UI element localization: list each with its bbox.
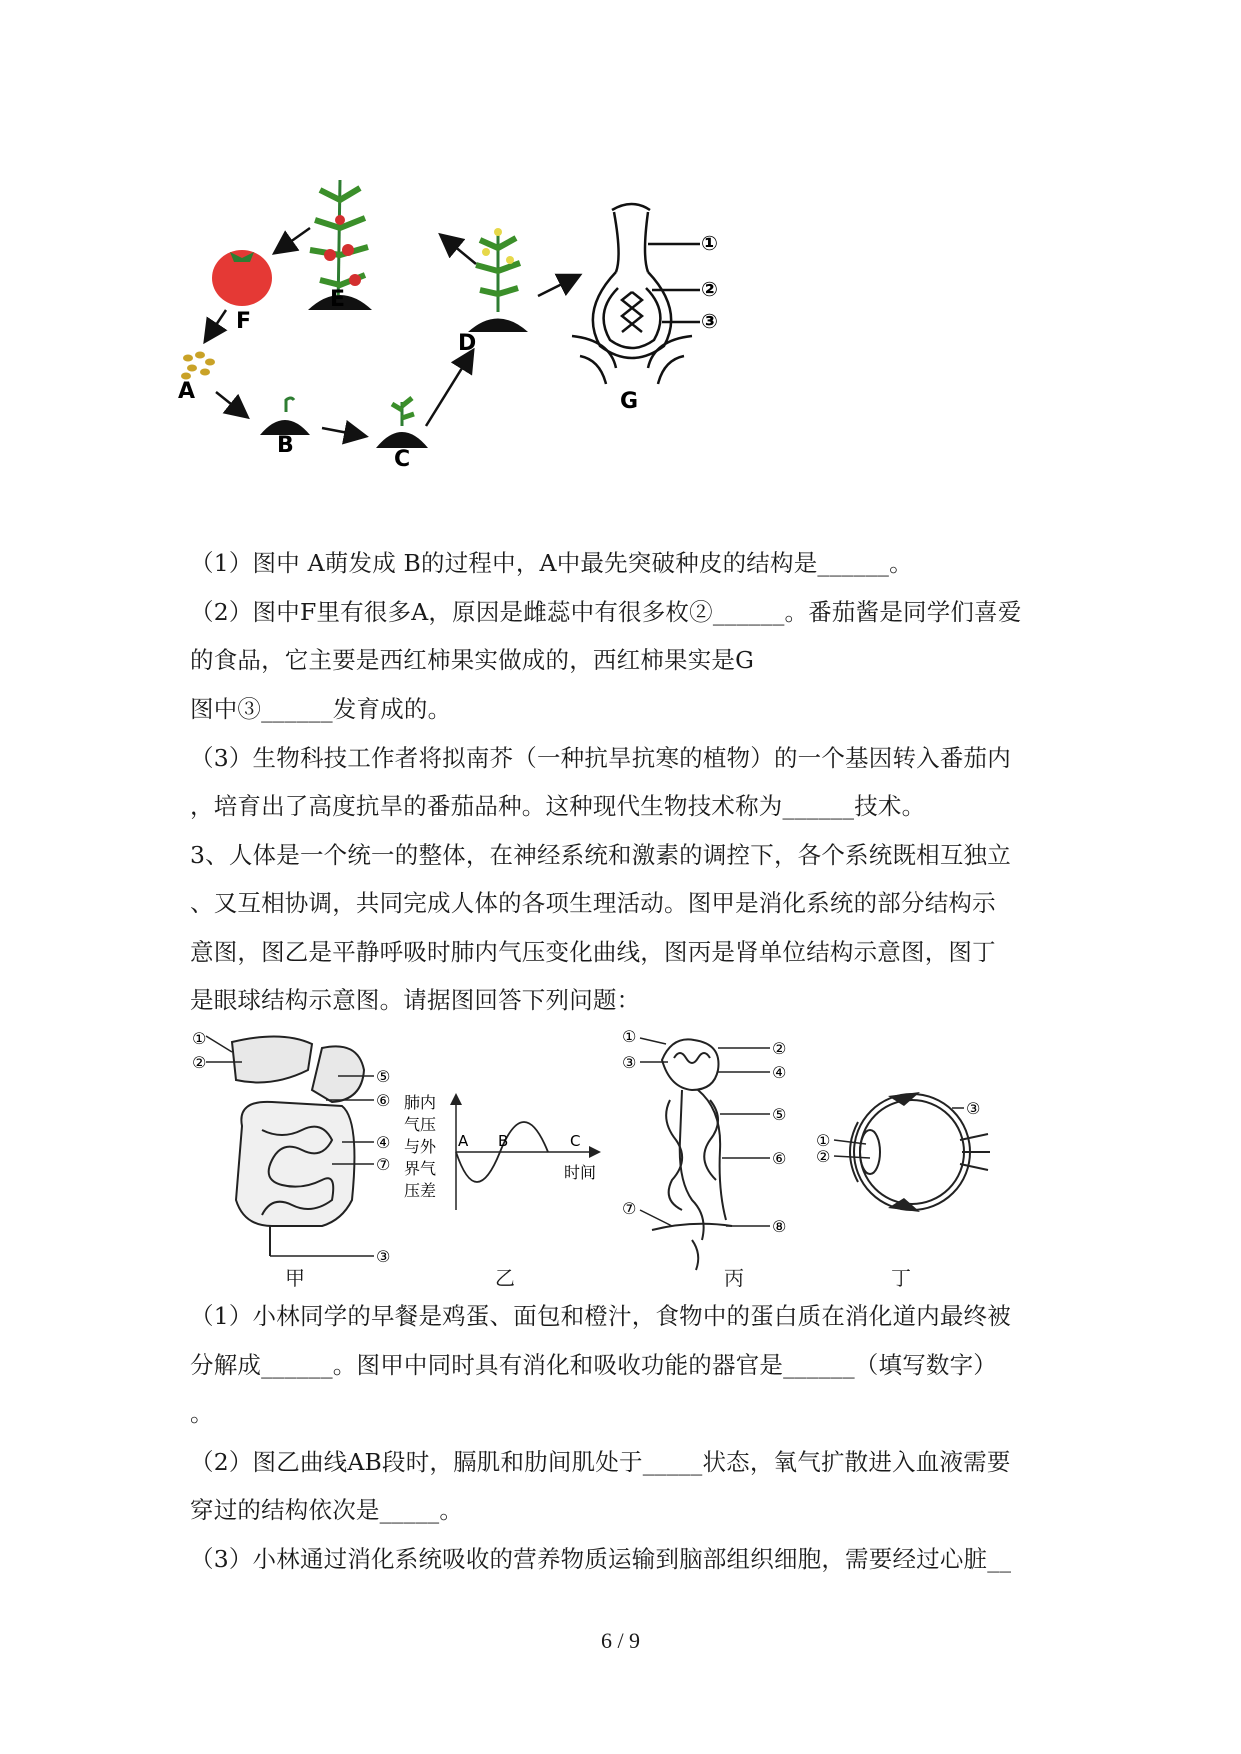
question-2-part-2-line-2: 的食品，它主要是西红柿果实做成的，西红柿果实是G bbox=[190, 646, 755, 674]
label-b: B bbox=[277, 433, 294, 458]
question-3-part-1-line-1: （1）小林同学的早餐是鸡蛋、面包和橙汁，食物中的蛋白质在消化道内最终被 bbox=[190, 1302, 1011, 1330]
caption-jia: 甲 bbox=[285, 1266, 305, 1290]
bing-marker-4: ④ bbox=[772, 1063, 787, 1082]
caption-ding: 丁 bbox=[891, 1266, 911, 1290]
label-d: D bbox=[458, 331, 477, 356]
figure-ding-eyeball bbox=[812, 1080, 992, 1230]
bing-marker-7: ⑦ bbox=[622, 1199, 637, 1218]
bing-marker-1: ① bbox=[622, 1027, 637, 1046]
jia-marker-5: ⑤ bbox=[376, 1067, 391, 1086]
bing-marker-2: ② bbox=[772, 1039, 787, 1058]
seedling-c-icon bbox=[376, 398, 428, 448]
question-3-stem-line-4: 是眼球结构示意图。请据图回答下列问题： bbox=[190, 986, 641, 1014]
flower-pistil-diagram bbox=[572, 204, 700, 384]
jia-marker-2: ② bbox=[192, 1053, 207, 1072]
label-g: G bbox=[620, 389, 639, 414]
bing-marker-8: ⑧ bbox=[772, 1217, 787, 1236]
yi-ylabel-2: 气压 bbox=[404, 1115, 437, 1134]
yi-point-a: A bbox=[458, 1132, 469, 1150]
yi-ylabel-4: 界气 bbox=[404, 1159, 437, 1178]
label-f: F bbox=[236, 309, 252, 334]
question-3-part-2-line-1: （2）图乙曲线AB段时，膈肌和肋间肌处于_____状态，氧气扩散进入血液需要 bbox=[190, 1448, 1011, 1476]
label-e: E bbox=[330, 287, 346, 312]
figure-bing-nephron bbox=[622, 1027, 792, 1270]
bing-marker-6: ⑥ bbox=[772, 1149, 787, 1168]
caption-yi: 乙 bbox=[495, 1266, 515, 1290]
page-number: 6 / 9 bbox=[600, 1628, 641, 1653]
yi-point-c: C bbox=[570, 1132, 581, 1150]
question-2-part-3-line-1: （3）生物科技工作者将拟南芥（一种抗旱抗寒的植物）的一个基因转入番茄内 bbox=[190, 744, 1011, 772]
question-3-part-3-line-1: （3）小林通过消化系统吸收的营养物质运输到脑部组织细胞，需要经过心脏__ bbox=[190, 1545, 1012, 1573]
tomato-fruit-icon bbox=[212, 250, 272, 306]
jia-marker-4: ④ bbox=[376, 1133, 391, 1152]
flower-marker-2: ② bbox=[701, 277, 718, 301]
yi-xlabel: 时间 bbox=[564, 1163, 597, 1182]
question-3-part-2-line-2: 穿过的结构依次是_____。 bbox=[190, 1496, 464, 1524]
sprout-b-icon bbox=[260, 398, 310, 435]
yi-ylabel-5: 压差 bbox=[404, 1181, 437, 1200]
ding-marker-3: ③ bbox=[966, 1099, 981, 1118]
yi-point-b: B bbox=[498, 1132, 509, 1150]
yi-ylabel-3: 与外 bbox=[404, 1137, 437, 1156]
question-2-part-3-line-2: ，培育出了高度抗旱的番茄品种。这种现代生物技术称为______技术。 bbox=[190, 792, 926, 820]
figure-yi-pressure-curve bbox=[402, 1090, 602, 1240]
figure-tomato-life-cycle bbox=[180, 160, 800, 530]
question-3-part-1-line-3: 。 bbox=[190, 1399, 214, 1427]
label-c: C bbox=[394, 447, 411, 472]
plant-d-icon bbox=[468, 228, 528, 332]
jia-marker-7: ⑦ bbox=[376, 1155, 391, 1174]
flower-marker-3: ③ bbox=[701, 309, 718, 333]
question-3-stem-line-2: 、又互相协调，共同完成人体的各项生理活动。图甲是消化系统的部分结构示 bbox=[190, 889, 996, 917]
bing-marker-5: ⑤ bbox=[772, 1105, 787, 1124]
ding-marker-1: ① bbox=[816, 1131, 831, 1150]
label-a: A bbox=[178, 379, 196, 404]
question-3-stem-line-3: 意图，图乙是平静呼吸时肺内气压变化曲线，图丙是肾单位结构示意图，图丁 bbox=[190, 938, 996, 966]
question-3-stem-line-1: 3、人体是一个统一的整体，在神经系统和激素的调控下，各个系统既相互独立 bbox=[190, 841, 1011, 869]
question-2-part-1: （1）图中 A萌发成 B的过程中，A中最先突破种皮的结构是______。 bbox=[190, 549, 913, 577]
ding-marker-2: ② bbox=[816, 1147, 831, 1166]
flower-marker-1: ① bbox=[701, 231, 718, 255]
figure-jia-digestive-system bbox=[192, 1030, 392, 1280]
jia-marker-1: ① bbox=[192, 1029, 207, 1048]
question-2-part-2-line-3: 图中③______发育成的。 bbox=[190, 695, 452, 723]
jia-marker-3: ③ bbox=[376, 1247, 391, 1266]
jia-marker-6: ⑥ bbox=[376, 1091, 391, 1110]
yi-ylabel-1: 肺内 bbox=[404, 1093, 437, 1112]
bing-marker-3: ③ bbox=[622, 1053, 637, 1072]
seeds-icon bbox=[181, 352, 215, 380]
caption-bing: 丙 bbox=[724, 1266, 744, 1290]
question-3-part-1-line-2: 分解成______。图甲中同时具有消化和吸收功能的器官是______（填写数字） bbox=[190, 1351, 997, 1379]
question-2-part-2-line-1: （2）图中F里有很多A，原因是雌蕊中有很多枚②______。番茄酱是同学们喜爱 bbox=[190, 598, 1022, 626]
